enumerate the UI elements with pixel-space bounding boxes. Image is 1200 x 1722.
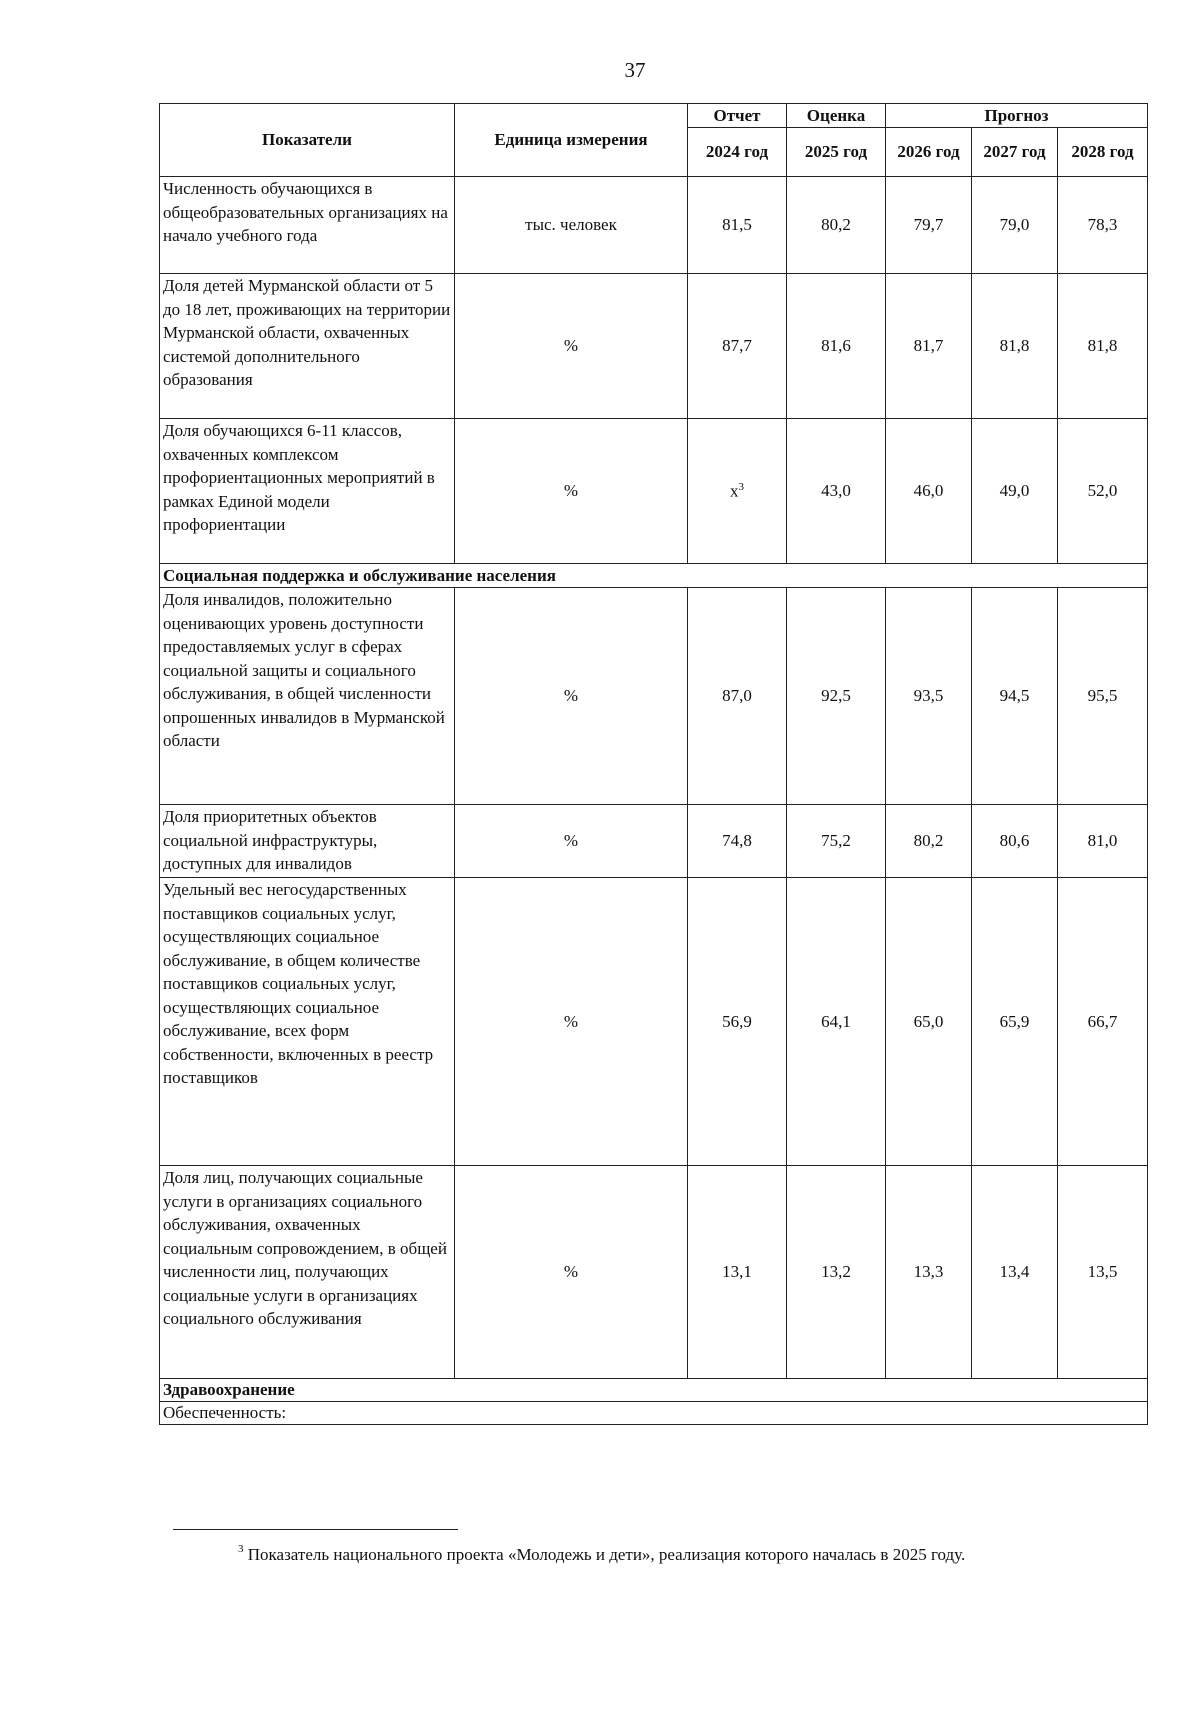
header-estimate: Оценка [787, 104, 886, 128]
unit-cell: % [455, 878, 688, 1166]
value-2027: 79,0 [972, 177, 1058, 274]
indicators-table [159, 103, 1148, 1425]
table-row [160, 878, 1148, 1166]
header-year-2028: 2028 год [1058, 128, 1148, 177]
value-2027: 80,6 [972, 805, 1058, 878]
value-2028: 52,0 [1058, 419, 1148, 564]
value-2024: 13,1 [688, 1166, 787, 1379]
subheading-cell: Обеспеченность: [160, 1402, 1148, 1425]
value-2027: 94,5 [972, 588, 1058, 805]
footnote-divider [173, 1529, 458, 1530]
value-2028: 81,0 [1058, 805, 1148, 878]
header-forecast: Прогноз [886, 104, 1148, 128]
section-row [160, 1379, 1148, 1402]
value-2026: 13,3 [886, 1166, 972, 1379]
indicator-cell: Доля приоритетных объектов социальной инфраструктуры, доступных для инвалидов [160, 805, 455, 878]
table-row [160, 588, 1148, 805]
value-text: х [730, 481, 739, 501]
value-2025: 13,2 [787, 1166, 886, 1379]
value-2025: 80,2 [787, 177, 886, 274]
header-year-2025: 2025 год [787, 128, 886, 177]
value-2027: 13,4 [972, 1166, 1058, 1379]
unit-cell: % [455, 274, 688, 419]
value-2024: 87,7 [688, 274, 787, 419]
header-indicators: Показатели [160, 104, 455, 177]
value-2025: 81,6 [787, 274, 886, 419]
value-2026: 81,7 [886, 274, 972, 419]
value-2028: 66,7 [1058, 878, 1148, 1166]
section-heading: Социальная поддержка и обслуживание населения [160, 564, 1148, 588]
value-2026: 93,5 [886, 588, 972, 805]
value-2024: 81,5 [688, 177, 787, 274]
value-2027: 65,9 [972, 878, 1058, 1166]
section-heading: Здравоохранение [160, 1379, 1148, 1402]
value-2026: 80,2 [886, 805, 972, 878]
table-row [160, 1402, 1148, 1425]
header-report: Отчет [688, 104, 787, 128]
value-2024: 74,8 [688, 805, 787, 878]
table-row [160, 419, 1148, 564]
page-number: 37 [624, 58, 646, 82]
header-unit: Единица измерения [455, 104, 688, 177]
indicator-cell: Доля инвалидов, положительно оценивающих уровень доступности предоставляемых услуг в сферах социальной защиты и социального обслуживания, в общей численности опрошенных инвалидов в Мурманской области [160, 588, 455, 805]
value-2028: 78,3 [1058, 177, 1148, 274]
value-2027: 81,8 [972, 274, 1058, 419]
unit-cell: % [455, 419, 688, 564]
value-2027: 49,0 [972, 419, 1058, 564]
footnote-ref: 3 [738, 480, 744, 493]
value-2026: 46,0 [886, 419, 972, 564]
value-2025: 92,5 [787, 588, 886, 805]
value-2026: 79,7 [886, 177, 972, 274]
value-2025: 75,2 [787, 805, 886, 878]
value-2024: 56,9 [688, 878, 787, 1166]
header-year-2026: 2026 год [886, 128, 972, 177]
unit-cell: % [455, 588, 688, 805]
value-2028: 95,5 [1058, 588, 1148, 805]
table-row [160, 177, 1148, 274]
footnote [238, 1543, 1158, 1565]
table-row [160, 274, 1148, 419]
header-year-2024: 2024 год [688, 128, 787, 177]
value-2024: 87,0 [688, 588, 787, 805]
value-2025: 64,1 [787, 878, 886, 1166]
indicator-cell: Доля детей Мурманской области от 5 до 18 лет, проживающих на территории Мурманской области, охваченных системой дополнительного образования [160, 274, 455, 419]
value-2028: 81,8 [1058, 274, 1148, 419]
value-2026: 65,0 [886, 878, 972, 1166]
footnote-text: Показатель национального проекта «Молодежь и дети», реализация которого началась в 2025 году. [247, 1545, 966, 1564]
unit-cell: % [455, 805, 688, 878]
table-row [160, 805, 1148, 878]
unit-cell: тыс. человек [455, 177, 688, 274]
footnote-mark: 3 [238, 1543, 244, 1555]
unit-cell: % [455, 1166, 688, 1379]
indicator-cell: Доля обучающихся 6-11 классов, охваченных комплексом профориентационных мероприятий в рамках Единой модели профориентации [160, 419, 455, 564]
indicator-cell: Доля лиц, получающих социальные услуги в организациях социального обслуживания, охваченных социальным сопровождением, в общей численности лиц, получающих социальные услуги в организациях социального обслуживания [160, 1166, 455, 1379]
value-2024 [688, 419, 787, 564]
indicator-cell: Удельный вес негосударственных поставщиков социальных услуг, осуществляющих социальное обслуживание, в общем количестве поставщиков социальных услуг, осуществляющих социальное обслуживание, всех форм собственности, включенных в реестр поставщиков [160, 878, 455, 1166]
header-year-2027: 2027 год [972, 128, 1058, 177]
value-2028: 13,5 [1058, 1166, 1148, 1379]
value-2025: 43,0 [787, 419, 886, 564]
table-row [160, 1166, 1148, 1379]
indicator-cell: Численность обучающихся в общеобразовательных организациях на начало учебного года [160, 177, 455, 274]
section-row [160, 564, 1148, 588]
